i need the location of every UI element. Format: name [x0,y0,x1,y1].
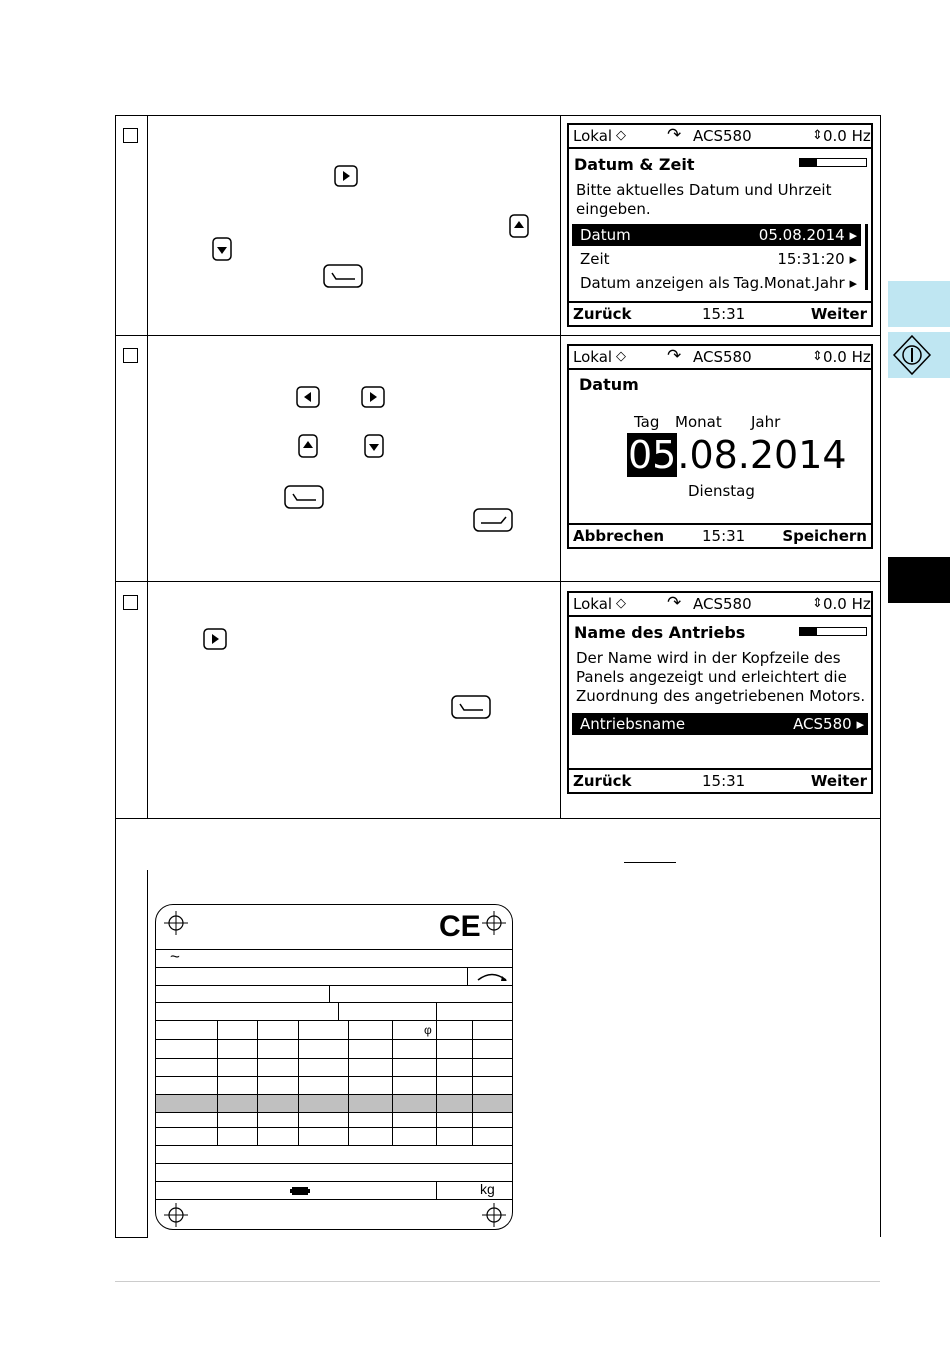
rotation-icon: ↷ [667,593,682,613]
drive-name: ACS580 [693,595,752,613]
mode-label: Lokal [573,348,613,366]
table-col-divider [147,870,148,1237]
softkey-right[interactable]: Speichern [782,527,867,545]
underline-mark [624,862,676,863]
table-top-border [115,115,880,116]
list-item-datum[interactable]: Datum 05.08.2014 ▸ [572,224,861,246]
screen-text: Bitte aktuelles Datum und Uhrzeit [576,181,832,199]
step-checkbox[interactable] [123,348,138,363]
year-label: Jahr [751,413,781,431]
panel-status-bar [569,593,871,617]
list-item-zeit[interactable]: Zeit 15:31:20 ▸ [580,250,857,268]
softkey-right[interactable]: Weiter [810,772,867,790]
side-tab-start [888,332,950,378]
softkey-icon [323,264,363,288]
left-arrow-key-icon [296,386,320,408]
table-col-divider [560,115,561,818]
table-left-border [115,115,116,1237]
softkey-icon [473,508,513,532]
screen-text: Panels angezeigt und erleichtert die [576,668,847,686]
panel-screen [567,591,873,794]
ce-mark: CE [439,910,481,943]
table-right-border [880,115,881,1237]
row-value: Tag.Monat.Jahr ▸ [733,274,857,292]
panel-softkey-bar [569,301,871,325]
down-arrow-key-icon [212,237,232,261]
screen-title: Datum [579,375,639,394]
panel-softkey-bar [569,523,871,547]
side-tab-dark [888,557,950,603]
phase-symbol: φ [424,1023,432,1037]
row-divider [115,581,880,582]
step-checkbox[interactable] [123,128,138,143]
side-tab-light [888,281,950,327]
rotation-icon: ↷ [667,346,682,366]
panel-status-bar [569,125,871,149]
row-value: ACS580 ▸ [793,715,864,733]
frequency-value: 0.0 Hz [823,595,871,613]
row-value: 05.08.2014 ▸ [758,226,857,244]
frequency-value: 0.0 Hz [823,127,871,145]
mounting-hole-icon [163,910,189,936]
screen-text: Der Name wird in der Kopfzeile des [576,649,841,667]
ac-symbol: ~ [170,947,180,966]
table-col-divider [147,115,148,818]
month-label: Monat [675,413,722,431]
softkey-icon [451,695,491,719]
progress-bar [799,158,867,167]
up-arrow-key-icon [509,214,529,238]
scrollbar[interactable] [865,224,868,290]
mounting-hole-icon [481,1202,507,1228]
panel-status-bar [569,346,871,370]
rotation-icon: ↷ [667,125,682,145]
softkey-icon [284,485,324,509]
screen-title: Datum & Zeit [574,155,695,174]
updown-icon: ⇕ [812,128,823,143]
softkey-right[interactable]: Weiter [810,305,867,323]
row-divider [115,335,880,336]
start-key-icon [890,333,934,377]
down-arrow-key-icon [364,434,384,458]
motor-nameplate [155,904,513,1230]
screen-title: Name des Antriebs [574,623,746,642]
local-icon: ◇ [616,128,626,143]
day-label: Tag [634,413,660,431]
mounting-hole-icon [481,910,507,936]
weight-icon [290,1185,310,1197]
mode-label: Lokal [573,127,613,145]
date-editor[interactable] [627,433,847,477]
weekday: Dienstag [688,482,755,500]
local-icon: ◇ [616,349,626,364]
mounting-hole-icon [163,1202,189,1228]
weight-unit: kg [480,1181,495,1197]
drive-name: ACS580 [693,127,752,145]
updown-icon: ⇕ [812,349,823,364]
progress-bar [799,627,867,636]
up-arrow-key-icon [298,434,318,458]
panel-screen [567,344,873,549]
list-item-antriebsname[interactable]: Antriebsname ACS580 ▸ [572,713,868,735]
drive-name: ACS580 [693,348,752,366]
softkey-left[interactable]: Zurück [573,772,632,790]
screen-text: eingeben. [576,200,651,218]
clock: 15:31 [702,305,746,323]
step-checkbox[interactable] [123,595,138,610]
right-arrow-key-icon [334,165,358,187]
mode-label: Lokal [573,595,613,613]
frequency-value: 0.0 Hz [823,348,871,366]
updown-icon: ⇕ [812,596,823,611]
softkey-left[interactable]: Abbrechen [573,527,665,545]
local-icon: ◇ [616,596,626,611]
highlight-row [156,1094,512,1112]
clock: 15:31 [702,527,746,545]
clock: 15:31 [702,772,746,790]
right-arrow-key-icon [203,628,227,650]
screen-text: Zuordnung des angetriebenen Motors. [576,687,866,705]
softkey-left[interactable]: Zurück [573,305,632,323]
date-day-field[interactable]: 05 [628,433,677,477]
date-rest: .08.2014 [677,433,847,477]
right-arrow-key-icon [361,386,385,408]
rotation-arrow-icon [474,969,510,983]
row-divider [115,818,880,819]
panel-softkey-bar [569,768,871,792]
panel-screen [567,123,873,327]
row-value: 15:31:20 ▸ [777,250,857,268]
footer-rule [115,1281,880,1282]
list-item-datumformat[interactable]: Datum anzeigen als Tag.Monat.Jahr ▸ [580,274,857,292]
table-bottom-border [115,1237,148,1238]
